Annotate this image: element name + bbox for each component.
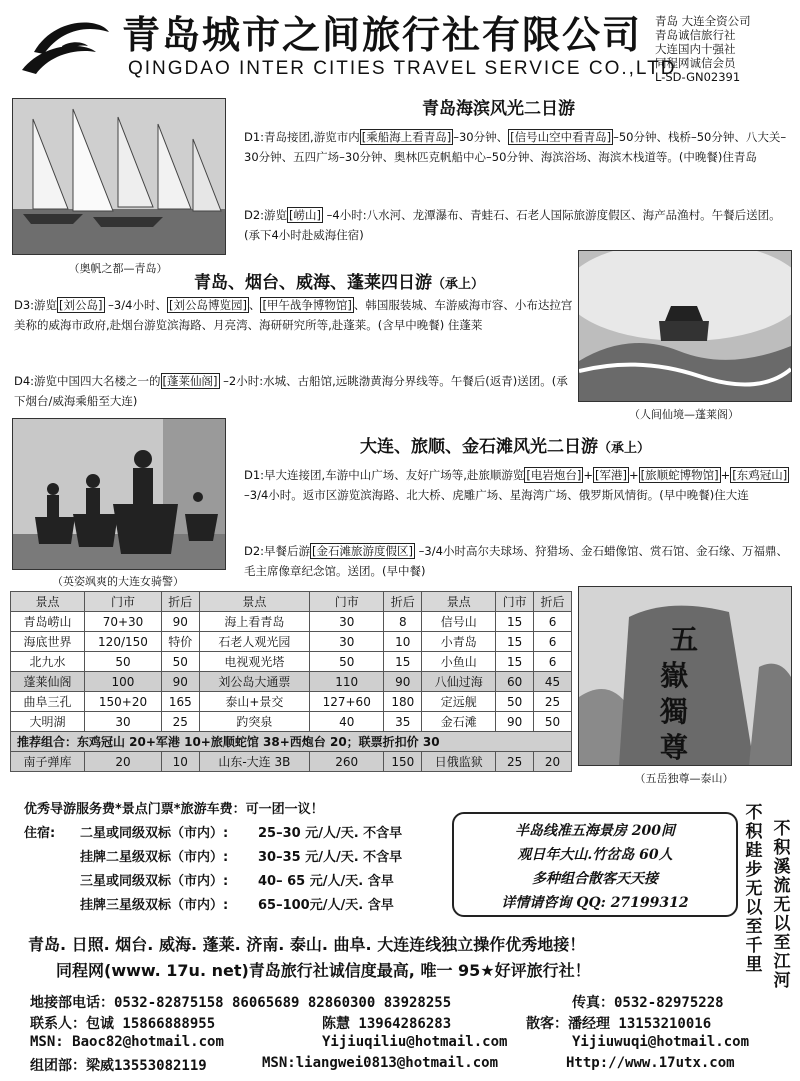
photo-caption-taishan: （五岳独尊—泰山） [634,772,734,785]
contact-group: 组团部：梁威13553082119 [30,1058,207,1074]
route2-day3: D3:游览 [刘公岛] –3/4小时、 [刘公岛博览园] 、 [甲午战争博物馆] 、韩国服装城、车游威海市容、小布达拉宫美称的威海市政府,赴烟台游览滨海路、月亮湾、海研研究所等,赴蓬莱。(含早中晚餐) 住蓬莱 [14,298,573,332]
route2-day4: D4:游览中国四大名楼之一的 [蓬莱仙阁] –2小时:水城、古船馆,远眺渤黄海分界线等。午餐后(返青)送团。(承下烟台/威海乘船至大连) [14,374,568,408]
route1-title: 青岛海滨风光二日游 [422,99,575,119]
website-link[interactable]: Http://www.17utx.com [566,1055,735,1071]
photo-caption-dalian: （英姿飒爽的大连女骑警） [52,575,184,588]
photo-caption-qingdao: （奥帆之都—青岛） [68,262,168,275]
contact-msn: MSN: Baoc82@hotmail.com [30,1034,224,1050]
photo-taishan [578,586,792,766]
contact-scatter: 散客：潘经理 13153210016 [526,1016,712,1032]
lodging-label: 住宿: [24,826,56,841]
table-row: 蓬莱仙阁 100 90 刘公岛大通票 110 90 八仙过海 60 45 [11,672,572,692]
route3-day1: D1:早大连接团,车游中山广场、友好广场等,赴旅顺游览 [电岩炮台] + [军港] + [旅顺蛇博物馆] + [东鸡冠山] –3/4小时。返市区游览滨海路、北大桥、虎雕广场、星海湾广场、俄罗斯风情街。(早中晚餐)住大连 [244,468,788,502]
msn-link-4[interactable]: liangwei0813@hotmail.com [295,1055,499,1071]
company-name-en: QINGDAO INTER CITIES TRAVEL SERVICE CO.,LTD [128,58,677,79]
table-row: 曲阜三孔 150+20 165 泰山+景交 127+60 180 定远舰 50 25 [11,692,572,712]
lodging-row: 二星或同级双标（市内）: 25–30 元/人/天. 不含早 [80,826,403,841]
promo-box [452,812,738,917]
company-logo [14,12,114,82]
table-combo-row: 推荐组合：东鸡冠山 20+军港 10+旅顺蛇馆 38+西炮台 20；联票折扣价 30 [11,732,572,752]
proverb-vertical-1: 不积跬步无以至千里 [745,803,763,975]
table-row: 大明湖 30 25 趵突泉 40 35 金石滩 90 50 [11,712,572,732]
contact-fax: 传真：0532-82975228 [572,995,724,1011]
svg-text:尊: 尊 [659,731,689,764]
table-row: 青岛崂山 70+30 90 海上看青岛 30 8 信号山 15 6 [11,612,572,632]
promo-line-3: 多种组合散客天天接 [532,871,658,887]
route2-heading: 青岛、烟台、威海、蓬莱四日游（承上） [194,273,485,293]
promo-line-4: 详情请咨询 QQ: 27199312 [501,895,689,911]
tagline-rating: 同程网(www. 17u. net)青岛旅行社诚信度最高, 唯一 95★好评旅行社！ [56,961,591,980]
table-row: 海底世界 120/150 特价 石老人观光园 30 10 小青岛 15 6 [11,632,572,652]
svg-text:獨: 獨 [659,695,689,728]
credentials: 青岛 大连全资公司 青岛诚信旅行社 大连国内十强社 同程网诚信会员 L-SD-GN02391 [655,14,751,84]
svg-text:五: 五 [669,623,699,656]
photo-policewomen [12,418,226,570]
photo-sailboats [12,98,226,255]
lodging-row: 三星或同级双标（市内）: 40– 65 元/人/天. 含早 [80,874,394,889]
services-headline: 优秀导游服务费*景点门票*旅游车费：可一团一议！ [24,802,324,817]
price-table [10,591,572,772]
route3-day2: D2:早餐后游 [金石滩旅游度假区] –3/4小时高尔夫球场、狩猎场、金石蜡像馆、赏石馆、金石缘、万福鼎、毛主席像章纪念馆。送团。(早中餐) [244,544,788,578]
proverb-vertical-2: 不积溪流无以至江河 [773,819,791,991]
photo-penglai [578,250,792,402]
table-row: 南子弹库 20 10 山东-大连 3B 260 150 日俄监狱 25 20 [11,752,572,772]
lodging-row: 挂牌三星级双标（市内）: 65–100元/人/天. 含早 [80,898,394,913]
tagline-routes: 青岛. 日照. 烟台. 威海. 蓬莱. 济南. 泰山. 曲阜. 大连连线独立操作优秀地接！ [28,935,586,954]
lodging-row: 挂牌二星级双标（市内）: 30–35 元/人/天. 不含早 [80,850,403,865]
svg-text:嶽: 嶽 [659,659,689,692]
route1-day2: D2:游览 [崂山] –4小时:八水河、龙潭瀑布、青蛙石、石老人国际旅游度假区、海产品渔村。午餐后送团。(承下4小时赴威海住宿) [244,208,781,242]
lodging-list [80,822,402,918]
route3-heading: 大连、旅顺、金石滩风光二日游（承上） [360,437,651,457]
msn-link-1[interactable]: Baoc82@hotmail.com [72,1034,224,1050]
contact-phones: 地接部电话：0532-82875158 86065689 82860300 83928255 [30,995,452,1011]
msn-link-3[interactable]: Yijiuwuqi@hotmail.com [572,1034,750,1050]
msn-link-2[interactable]: Yijiuqiliu@hotmail.com [322,1034,508,1050]
contact-persons: 联系人：包诚 15866888955 [30,1016,216,1032]
table-header-row: 景点 门市 折后 景点 门市 折后 景点 门市 折后 [11,592,572,612]
company-name-cn: 青岛城市之间旅行社有限公司 [122,13,643,57]
contact-person-2: 陈慧 13964286283 [322,1016,452,1032]
contact-msn-group: MSN:liangwei0813@hotmail.com [262,1055,499,1071]
photo-caption-penglai: （人间仙境—蓬莱阁） [629,408,739,421]
promo-line-2: 观日年大山.竹岔岛 60人 [517,847,673,863]
route1-day1: D1:青岛接团,游览市内 [乘船海上看青岛] –30分钟、 [信号山空中看青岛] –50分钟、栈桥–50分钟、八大关–30分钟、五四广场–30分钟、奥林匹克帆船中心–50分钟、海滨浴场、海滨木栈道等。(中晚餐)住青岛 [244,130,787,164]
promo-line-1: 半岛线准五海景房 200间 [514,823,676,839]
table-row: 北九水 50 50 电视观光塔 50 15 小鱼山 15 6 [11,652,572,672]
